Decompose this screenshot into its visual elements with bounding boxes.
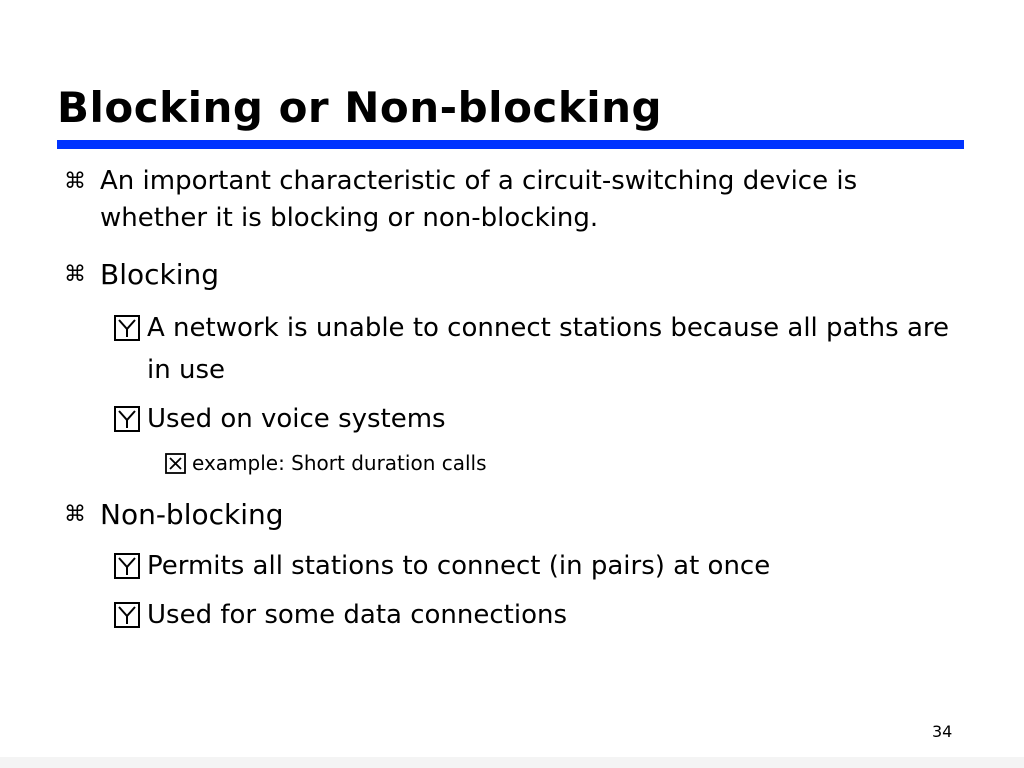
- footer-band: [0, 757, 1024, 768]
- bullet-item: [114, 594, 950, 636]
- bullet-item: [64, 256, 954, 294]
- slide-title: Blocking or Non-blocking: [57, 83, 663, 132]
- command-key-icon: ⌘: [64, 262, 86, 287]
- bullet-text: Used for some data connections: [147, 600, 568, 630]
- bullet-item: [114, 398, 950, 440]
- checkbox-check-icon: [114, 594, 147, 628]
- page-number: 34: [932, 722, 953, 741]
- bullet-item: [114, 545, 950, 587]
- bullet-text: Blocking: [100, 258, 220, 291]
- checkbox-x-icon: [165, 446, 192, 474]
- checkbox-check-icon: [114, 398, 147, 432]
- command-key-icon: ⌘: [64, 502, 86, 527]
- checkbox-check-icon: [114, 307, 147, 341]
- bullet-text: Permits all stations to connect (in pairs) at once: [147, 551, 771, 581]
- title-underline: [57, 140, 964, 149]
- bullet-item: [165, 446, 945, 480]
- bullet-text: example: Short duration calls: [192, 451, 487, 475]
- bullet-item: [64, 163, 954, 237]
- checkbox-check-icon: [114, 545, 147, 579]
- bullet-text: Non-blocking: [100, 498, 284, 531]
- bullet-item: [114, 307, 950, 391]
- bullet-text: An important characteristic of a circuit-switching device is whether it is blocking or non-blocking.: [100, 166, 858, 233]
- bullet-item: [64, 496, 954, 534]
- bullet-text: A network is unable to connect stations because all paths are in use: [147, 313, 950, 385]
- bullet-text: Used on voice systems: [147, 404, 446, 434]
- command-key-icon: ⌘: [64, 169, 86, 194]
